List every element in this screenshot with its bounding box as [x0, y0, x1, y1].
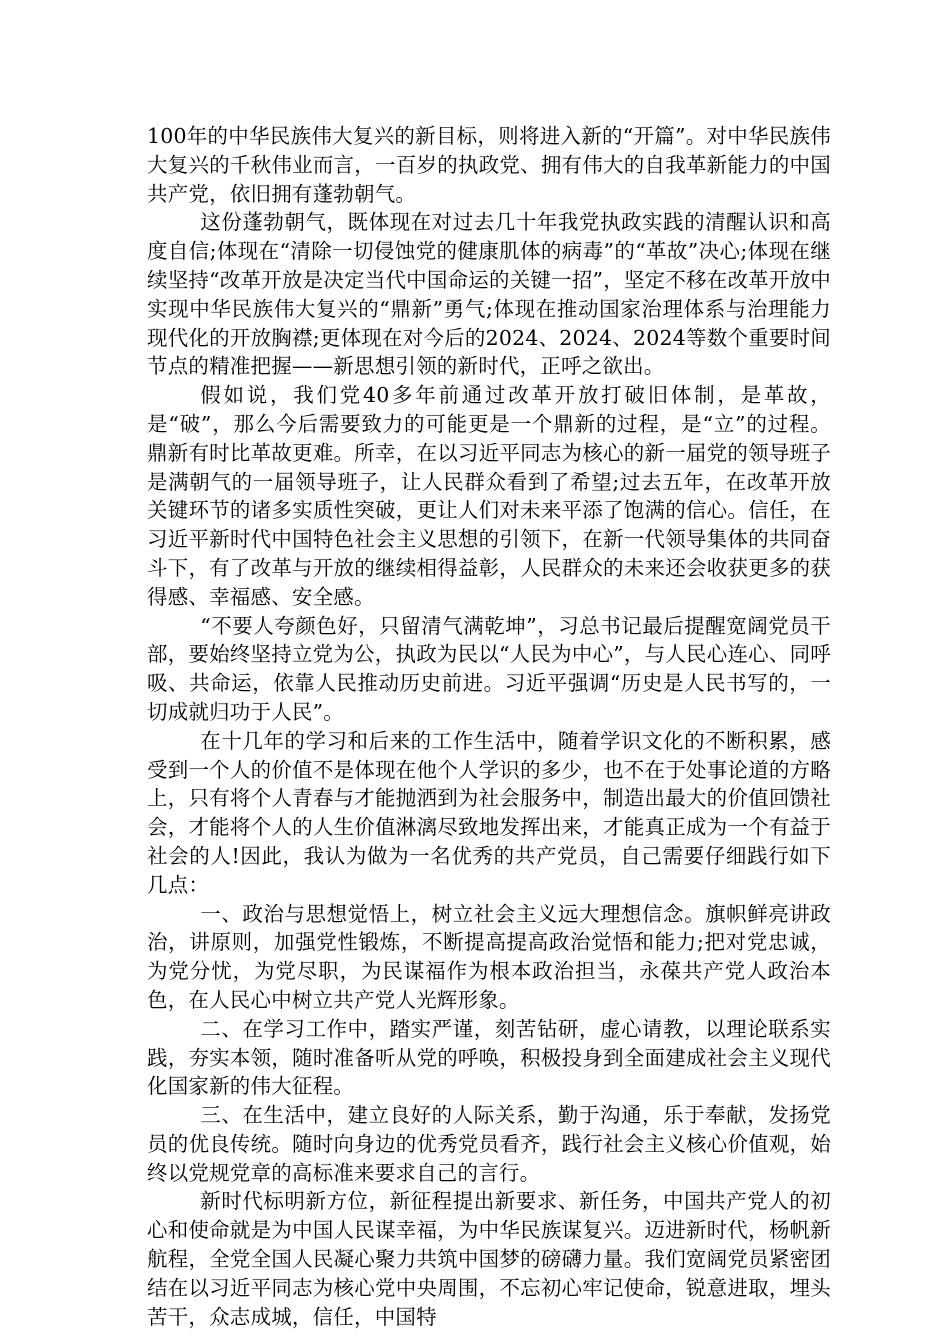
paragraph-3: 假如说，我们党40多年前通过改革开放打破旧体制，是革故，是“破”，那么今后需要致力的可能更是一个鼎新的过程，是“立”的过程。鼎新有时比革故更难。所幸，在以习近平同志为核心的新一届党的领导班子是满朝气的一届领导班子，让人民群众看到了希望;过去五年，在改革开放关键环节的诸多实质性突破，更让人们对未来平添了饱满的信心。信任，在习近平新时代中国特色社会主义思想的引领下，在新一代领导集体的共同奋斗下，有了改革与开放的继续相得益彰，人民群众的未来还会收获更多的获得感、幸福感、安全感。 [147, 383, 831, 609]
paragraph-4: “不要人夸颜色好，只留清气满乾坤”，习总书记最后提醒宽阔党员干部，要始终坚持立党为公，执政为民以“人民为中心”，与人民心连心、同呼吸、共命运，依靠人民推动历史前进。习近平强调“历史是人民书写的，一切成就归功于人民”。 [147, 613, 831, 724]
paragraph-5: 在十几年的学习和后来的工作生活中，随着学识文化的不断积累，感受到一个人的价值不是体现在他个人学识的多少，也不在于处事论道的方略上，只有将个人青春与才能抛洒到为社会服务中，制造出最大的价值回馈社会，才能将个人的人生价值淋漓尽致地发挥出来，才能真正成为一个有益于社会的人!因此，我认为做为一名优秀的共产党员，自己需要仔细践行如下几点： [147, 728, 831, 897]
paragraph-8: 三、在生活中，建立良好的人际关系，勤于沟通，乐于奉献，发扬党员的优良传统。随时向身边的优秀党员看齐，践行社会主义核心价值观，始终以党规党章的高标准来要求自己的言行。 [147, 1103, 831, 1185]
document-body [147, 122, 831, 1331]
paragraph-2: 这份蓬勃朝气，既体现在对过去几十年我党执政实践的清醒认识和高度自信;体现在“清除一切侵蚀党的健康肌体的病毒”的“革故”决心;体现在继续坚持“改革开放是决定当代中国命运的关键一招”，坚定不移在改革开放中实现中华民族伟大复兴的“鼎新”勇气;体现在推动国家治理体系与治理能力现代化的开放胸襟;更体现在对今后的2024、2024、2024等数个重要时间节点的精准把握——新思想引领的新时代，正呼之欲出。 [147, 210, 831, 379]
paragraph-7: 二、在学习工作中，踏实严谨，刻苦钻研，虚心请教，以理论联系实践，夯实本领，随时准备听从党的呼唤，积极投身到全面建成社会主义现代化国家新的伟大征程。 [147, 1016, 831, 1099]
paragraph-6: 一、政治与思想觉悟上，树立社会主义远大理想信念。旗帜鲜亮讲政治，讲原则，加强党性锻炼，不断提高提高政治觉悟和能力;把对党忠诚，为党分忧，为党尽职，为民谋福作为根本政治担当，永葆共产党人政治本色，在人民心中树立共产党人光辉形象。 [147, 901, 831, 1012]
paragraph-9: 新时代标明新方位，新征程提出新要求、新任务，中国共产党人的初心和使命就是为中国人民谋幸福，为中华民族谋复兴。迈进新时代，杨帆新航程，全党全国人民凝心聚力共筑中国梦的磅礴力量。我们宽阔党员紧密团结在以习近平同志为核心党中央周围，不忘初心牢记使命，锐意进取，埋头苦干，众志成城，信任，中国特 [147, 1189, 831, 1329]
paragraph-1: 100年的中华民族伟大复兴的新目标，则将进入新的“开篇”。对中华民族伟大复兴的千秋伟业而言，一百岁的执政党、拥有伟大的自我革新能力的中国共产党，依旧拥有蓬勃朝气。 [147, 124, 831, 206]
